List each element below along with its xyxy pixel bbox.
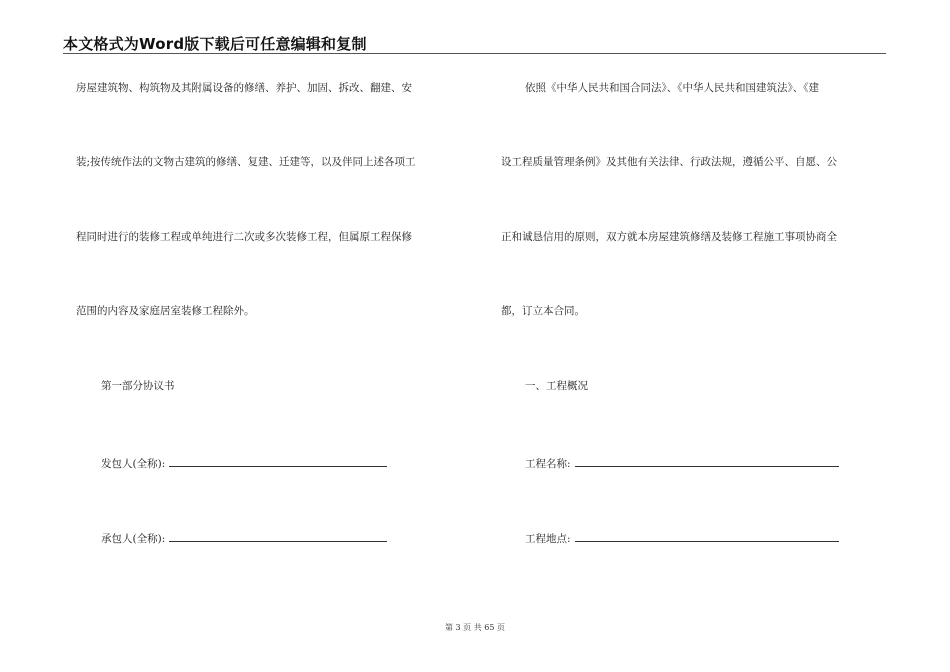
page-number: 第 3 页 共 65 页 — [445, 623, 505, 632]
party-b-label: 承包人(全称): — [101, 533, 166, 545]
right-section-heading: 一、工程概况 — [525, 380, 588, 392]
party-a-label: 发包人(全称): — [101, 458, 166, 470]
party-b-field — [101, 529, 387, 546]
project-location-label: 工程地点: — [525, 533, 571, 545]
right-paragraph-line: 设工程质量管理条例》及其他有关法律、行政法规，遵循公平、自愿、公 — [501, 156, 837, 168]
left-paragraph-line: 程同时进行的装修工程或单纯进行二次或多次装修工程，但属原工程保修 — [76, 231, 412, 243]
party-a-field — [101, 454, 387, 471]
party-a-blank[interactable] — [169, 454, 387, 467]
project-name-field — [525, 454, 839, 471]
left-paragraph-line: 范围的内容及家庭居室装修工程除外。 — [76, 305, 255, 317]
right-paragraph-line: 依照《中华人民共和国合同法》、《中华人民共和国建筑法》、《建 — [525, 82, 819, 94]
right-column — [475, 0, 950, 672]
project-location-field — [525, 529, 839, 546]
left-section-heading: 第一部分协议书 — [101, 380, 175, 392]
project-location-blank[interactable] — [575, 529, 839, 542]
left-paragraph-line: 装;按传统作法的文物古建筑的修缮、复建、迁建等，以及伴同上述各项工 — [76, 156, 416, 168]
project-name-blank[interactable] — [575, 454, 839, 467]
project-name-label: 工程名称: — [525, 458, 571, 470]
document-header-title: 本文格式为Word版下载后可任意编辑和复制 — [63, 35, 367, 53]
party-b-blank[interactable] — [169, 529, 387, 542]
left-paragraph-line: 房屋建筑物、构筑物及其附属设备的修缮、养护、加固、拆改、翻建、安 — [76, 82, 412, 94]
right-paragraph-line: 都，订立本合同。 — [501, 305, 585, 317]
right-paragraph-line: 正和诚恳信用的原则，双方就本房屋建筑修缮及装修工程施工事项协商全 — [501, 231, 837, 243]
